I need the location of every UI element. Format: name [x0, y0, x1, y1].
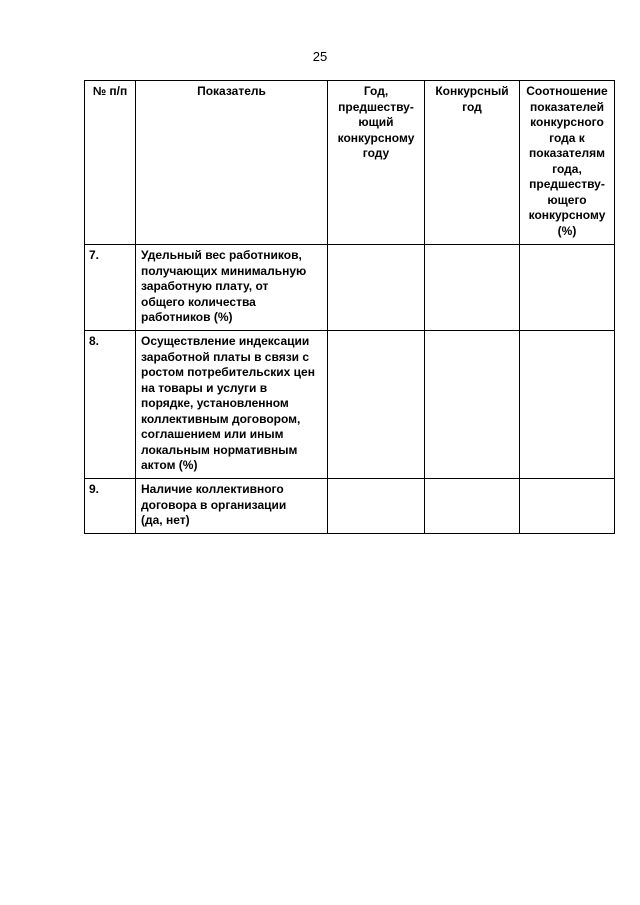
row-number: 9.	[85, 479, 136, 534]
row-ratio-value	[520, 479, 615, 534]
table-row	[85, 331, 615, 479]
row-number: 8.	[85, 331, 136, 479]
page-number: 25	[312, 49, 328, 64]
row-previous-year-value	[328, 331, 425, 479]
header-number: № п/п	[85, 81, 136, 245]
row-previous-year-value	[328, 245, 425, 331]
indicators-table	[84, 80, 615, 534]
table-header-row	[85, 81, 615, 245]
header-previous-year: Год, предшеству- ющий конкурсному году	[328, 81, 425, 245]
table-row	[85, 245, 615, 331]
row-indicator: Осуществление индексации заработной платы в связи с ростом потребительских цен на товары и услуги в порядке, установленном коллективным договором, соглашением или иным локальным нормативным актом (%)	[136, 331, 328, 479]
row-indicator: Наличие коллективного договора в организации (да, нет)	[136, 479, 328, 534]
header-indicator: Показатель	[136, 81, 328, 245]
row-number: 7.	[85, 245, 136, 331]
header-ratio: Соотношение показателей конкурсного года к показателям года, предшеству- ющего конкурсному (%)	[520, 81, 615, 245]
row-indicator: Удельный вес работников, получающих минимальную заработную плату, от общего количества работников (%)	[136, 245, 328, 331]
row-previous-year-value	[328, 479, 425, 534]
row-contest-year-value	[425, 245, 520, 331]
row-ratio-value	[520, 245, 615, 331]
row-contest-year-value	[425, 479, 520, 534]
table-row	[85, 479, 615, 534]
row-ratio-value	[520, 331, 615, 479]
row-contest-year-value	[425, 331, 520, 479]
header-contest-year: Конкурсный год	[425, 81, 520, 245]
